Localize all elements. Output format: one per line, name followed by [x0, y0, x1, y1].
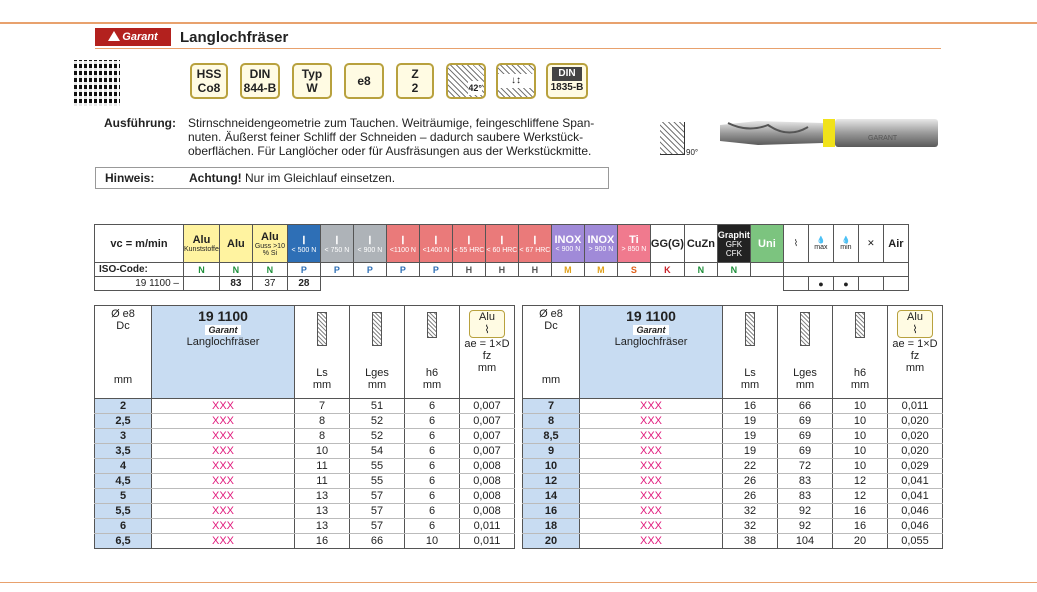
h6-icon: [855, 312, 865, 338]
h6-cell: 10: [833, 399, 888, 414]
h6-cell: 20: [833, 534, 888, 549]
bottom-rule: [0, 582, 1037, 583]
badge-tolerance: e8: [344, 63, 384, 99]
diameter-cell: 14: [523, 489, 580, 504]
val-0: [184, 277, 220, 291]
article-cell[interactable]: XXX: [152, 489, 295, 504]
left-size-table: Ø e8 Dc mm 19 1100 Garant Langlochfräser Ls mm Lges mm h6 mm Alu ⌇ ae = 1×D fz mm 2 XXX 7 51 6 0,007 2,5 XXX 8 52 6 0,007 3 XXX 8 52 6 0,007 3,5 XXX 10 54 6 0,007 4 XXX 11 55 6 0,008 4,5 XXX 11 55 6 0,008 5 XXX 13 57 6 0,008 5,5 XXX 13 57 6 0,008 6 XXX 13 57 6 0,011 6,5 XXX 16 66 10 0,011: [94, 305, 515, 549]
mat-col-6: Ⅰ <1100 N: [386, 225, 419, 263]
iso-8: H: [452, 263, 485, 277]
badge-din: DIN 844-B: [240, 63, 280, 99]
val-blank: [320, 277, 783, 291]
ls-cell: 26: [723, 489, 778, 504]
lges-cell: 69: [778, 444, 833, 459]
mat-col-8: Ⅰ < 55 HRC: [452, 225, 485, 263]
dot-0: [783, 277, 808, 291]
fz-cell: 0,046: [888, 504, 943, 519]
mat-col-5: Ⅰ < 900 N: [353, 225, 386, 263]
dot-4: [883, 277, 908, 291]
diameter-cell: 8,5: [523, 429, 580, 444]
badge-shank-din: DIN 1835-B: [546, 63, 588, 99]
fz-cell: 0,008: [460, 459, 515, 474]
table-row: [523, 414, 943, 429]
val-2: 37: [252, 277, 287, 291]
article-cell[interactable]: XXX: [580, 429, 723, 444]
fz-cell: 0,041: [888, 474, 943, 489]
badge-flutes: Z 2: [396, 63, 434, 99]
dot-2: ●: [833, 277, 858, 291]
badge-material: HSS Co8: [190, 63, 228, 99]
article-cell[interactable]: XXX: [580, 489, 723, 504]
iso-9: H: [485, 263, 518, 277]
iso-1: N: [219, 263, 252, 277]
h6-cell: 6: [405, 504, 460, 519]
table-row: [95, 519, 515, 534]
fz-cell: 0,011: [460, 519, 515, 534]
val-3: 28: [287, 277, 320, 291]
ls-cell: 11: [295, 474, 350, 489]
garant-logo: [95, 28, 171, 46]
article-cell[interactable]: XXX: [580, 414, 723, 429]
ls-cell: 8: [295, 414, 350, 429]
dot-3: [858, 277, 883, 291]
lges-cell: 55: [350, 474, 405, 489]
dot-1: ●: [808, 277, 833, 291]
ls-cell: 38: [723, 534, 778, 549]
iso-4: P: [320, 263, 353, 277]
h6-cell: 12: [833, 474, 888, 489]
mat-col-0: Alu Kunststoffe: [184, 225, 220, 263]
ls-cell: 16: [723, 399, 778, 414]
end-mill-image: [718, 113, 940, 153]
mat-col-2: Alu Guss >10 % Si: [252, 225, 287, 263]
table-row: [523, 489, 943, 504]
table-row: [95, 414, 515, 429]
ls-cell: 19: [723, 429, 778, 444]
iso-17: [750, 263, 783, 277]
mat-col-1: Alu: [219, 225, 252, 263]
article-cell[interactable]: XXX: [152, 444, 295, 459]
ls-cell: 8: [295, 429, 350, 444]
h6-cell: 6: [405, 474, 460, 489]
ls-cell: 19: [723, 444, 778, 459]
ls-cell: 16: [295, 534, 350, 549]
fz-cell: 0,029: [888, 459, 943, 474]
fz-cell: 0,008: [460, 504, 515, 519]
fz-cell: 0,008: [460, 489, 515, 504]
diameter-cell: 6: [95, 519, 152, 534]
angle-label: 90°: [686, 148, 699, 157]
diameter-cell: 16: [523, 504, 580, 519]
table-row: [523, 444, 943, 459]
iso-14: K: [650, 263, 684, 277]
table-row: [95, 489, 515, 504]
angle-icon: [660, 122, 685, 155]
h6-cell: 16: [833, 504, 888, 519]
lges-cell: 57: [350, 489, 405, 504]
article-cell[interactable]: XXX: [152, 474, 295, 489]
fz-cell: 0,007: [460, 414, 515, 429]
coolant-air: Air: [883, 225, 908, 263]
lges-cell: 66: [778, 399, 833, 414]
article-cell[interactable]: XXX: [152, 414, 295, 429]
hinweis-text: Nur im Gleichlauf einsetzen.: [241, 171, 396, 185]
table-row: [523, 504, 943, 519]
material-table: [94, 224, 909, 291]
page-title: Langlochfräser: [180, 29, 289, 46]
badge-type: Typ W: [292, 63, 332, 99]
right-size-table: Ø e8 Dc mm 19 1100 Garant Langlochfräser Ls mm Lges mm h6 mm Alu ⌇ ae = 1×D fz mm 7 XXX 16 66 10 0,011 8 XXX 19 69 10 0,020 8,5 XXX 19 69 10 0,020 9 XXX 19 69 10 0,020 10 XXX 22 72 10 0,029 12 XXX 26 83 12 0,041 14 XXX 26 83 12 0,041 16 XXX 32 92 16 0,046 18 XXX 32 92 16 0,046 20 XXX 38 104 20 0,055: [522, 305, 943, 549]
iso-11: M: [551, 263, 584, 277]
article-cell[interactable]: XXX: [152, 534, 295, 549]
table-row: [523, 474, 943, 489]
lges-cell: 51: [350, 399, 405, 414]
fz-cell: 0,055: [888, 534, 943, 549]
mat-col-9: Ⅰ < 60 HRC: [485, 225, 518, 263]
ls-cell: 7: [295, 399, 350, 414]
h6-cell: 12: [833, 489, 888, 504]
diameter-cell: 12: [523, 474, 580, 489]
diameter-cell: 10: [523, 459, 580, 474]
diameter-cell: 8: [523, 414, 580, 429]
lges-icon: [372, 312, 382, 346]
diameter-cell: 20: [523, 534, 580, 549]
svg-text:GARANT: GARANT: [868, 135, 898, 142]
iso-13: S: [617, 263, 650, 277]
lges-cell: 52: [350, 429, 405, 444]
iso-0: N: [184, 263, 220, 277]
h6-cell: 10: [833, 414, 888, 429]
lges-cell: 55: [350, 459, 405, 474]
article-cell[interactable]: XXX: [580, 399, 723, 414]
mat-col-7: Ⅰ <1400 N: [419, 225, 452, 263]
lges-cell: 57: [350, 519, 405, 534]
iso-6: P: [386, 263, 419, 277]
mat-col-13: Ti > 850 N: [617, 225, 650, 263]
table-row: [523, 519, 943, 534]
lges-cell: 104: [778, 534, 833, 549]
article-cell[interactable]: XXX: [152, 429, 295, 444]
coolant-min: 💧 min: [833, 225, 858, 263]
diameter-cell: 6,5: [95, 534, 152, 549]
ls-cell: 10: [295, 444, 350, 459]
fz-cell: 0,007: [460, 399, 515, 414]
mat-col-11: INOX < 900 N: [551, 225, 584, 263]
table-row: [95, 534, 515, 549]
ausfuehrung-text: Stirnschneidengeometrie zum Tauchen. Weiträumige, feingeschliffene Span- nuten. Äußerst feiner Schliff der Schneiden – dadurch saubere Werkstück- oberflächen. Für Langlöcher oder für Ausfräsungen aus der Werkstückmitte.: [188, 116, 595, 158]
vc-label: vc = m/min: [95, 225, 184, 263]
lges-cell: 69: [778, 414, 833, 429]
h6-cell: 6: [405, 414, 460, 429]
logo-triangle-icon: [108, 31, 120, 41]
ls-cell: 13: [295, 504, 350, 519]
lges-cell: 66: [350, 534, 405, 549]
diameter-cell: 2: [95, 399, 152, 414]
lges-cell: 57: [350, 504, 405, 519]
h6-cell: 6: [405, 459, 460, 474]
fz-cell: 0,007: [460, 444, 515, 459]
table-row: [95, 474, 515, 489]
lges-icon: [800, 312, 810, 346]
h6-cell: 10: [405, 534, 460, 549]
article-cell[interactable]: XXX: [580, 534, 723, 549]
table-row: [523, 399, 943, 414]
lges-cell: 83: [778, 489, 833, 504]
article-cell[interactable]: XXX: [580, 519, 723, 534]
table-row: [95, 399, 515, 414]
coolant-max: 💧 max: [808, 225, 833, 263]
diameter-cell: 4: [95, 459, 152, 474]
ls-cell: 13: [295, 489, 350, 504]
iso-label: ISO-Code:: [95, 263, 184, 277]
lges-cell: 92: [778, 504, 833, 519]
table-row: [523, 459, 943, 474]
article-cell[interactable]: XXX: [152, 504, 295, 519]
val-1: 83: [219, 277, 252, 291]
h6-cell: 6: [405, 429, 460, 444]
fz-cell: 0,011: [460, 534, 515, 549]
fz-cell: 0,011: [888, 399, 943, 414]
fz-cell: 0,041: [888, 489, 943, 504]
h6-cell: 10: [833, 429, 888, 444]
ls-cell: 32: [723, 519, 778, 534]
lges-cell: 54: [350, 444, 405, 459]
ls-cell: 32: [723, 504, 778, 519]
iso-7: P: [419, 263, 452, 277]
fz-cell: 0,046: [888, 519, 943, 534]
article-cell[interactable]: XXX: [580, 504, 723, 519]
qr-code-icon[interactable]: [74, 60, 120, 106]
diameter-cell: 2,5: [95, 414, 152, 429]
ls-cell: 13: [295, 519, 350, 534]
article-cell[interactable]: XXX: [580, 459, 723, 474]
diameter-cell: 3: [95, 429, 152, 444]
h6-cell: 6: [405, 489, 460, 504]
ausfuehrung-label: Ausführung:: [104, 116, 176, 130]
fz-cell: 0,020: [888, 444, 943, 459]
table-row: [523, 429, 943, 444]
diameter-cell: 7: [523, 399, 580, 414]
badge-plunge-icon: ↓↕: [496, 63, 536, 99]
fz-cell: 0,007: [460, 429, 515, 444]
lges-cell: 92: [778, 519, 833, 534]
fz-cell: 0,020: [888, 414, 943, 429]
article-cell[interactable]: XXX: [152, 459, 295, 474]
article-cell[interactable]: XXX: [580, 474, 723, 489]
mat-col-12: INOX > 900 N: [584, 225, 617, 263]
mat-col-14: GG(G): [650, 225, 684, 263]
article-cell[interactable]: XXX: [152, 519, 295, 534]
h6-icon: [427, 312, 437, 338]
top-rule: [0, 22, 1037, 24]
diameter-cell: 4,5: [95, 474, 152, 489]
lges-cell: 83: [778, 474, 833, 489]
hinweis-label: Hinweis:: [105, 171, 155, 185]
ls-cell: 22: [723, 459, 778, 474]
art-label: 19 1100 –: [95, 277, 184, 291]
hinweis-box: [95, 167, 609, 189]
mat-col-16: Graphit GFK CFK: [717, 225, 750, 263]
lges-cell: 69: [778, 429, 833, 444]
diameter-cell: 3,5: [95, 444, 152, 459]
table-row: [95, 429, 515, 444]
coolant-dry-icon: ⌇: [783, 225, 808, 263]
lges-cell: 52: [350, 414, 405, 429]
mat-col-15: CuZn: [684, 225, 717, 263]
logo-text: Garant: [122, 31, 158, 43]
h6-cell: 16: [833, 519, 888, 534]
ls-cell: 11: [295, 459, 350, 474]
mat-col-17: Uni: [750, 225, 783, 263]
iso-3: P: [287, 263, 320, 277]
mat-col-4: Ⅰ < 750 N: [320, 225, 353, 263]
ls-icon: [317, 312, 327, 346]
diameter-cell: 5,5: [95, 504, 152, 519]
title-rule: [95, 48, 941, 49]
iso-10: H: [518, 263, 551, 277]
iso-15: N: [684, 263, 717, 277]
article-cell[interactable]: XXX: [152, 399, 295, 414]
mat-col-3: Ⅰ < 500 N: [287, 225, 320, 263]
ls-icon: [745, 312, 755, 346]
iso-coolant-blank: [783, 263, 908, 277]
lges-cell: 72: [778, 459, 833, 474]
coolant-none-icon: ✕: [858, 225, 883, 263]
h6-cell: 10: [833, 459, 888, 474]
table-row: [95, 504, 515, 519]
fz-cell: 0,020: [888, 429, 943, 444]
ls-cell: 19: [723, 414, 778, 429]
iso-5: P: [353, 263, 386, 277]
hinweis-bold: Achtung!: [189, 171, 242, 185]
table-row: [523, 534, 943, 549]
h6-cell: 10: [833, 444, 888, 459]
iso-2: N: [252, 263, 287, 277]
diameter-cell: 9: [523, 444, 580, 459]
ls-cell: 26: [723, 474, 778, 489]
diameter-cell: 5: [95, 489, 152, 504]
fz-cell: 0,008: [460, 474, 515, 489]
mat-col-10: Ⅰ < 67 HRC: [518, 225, 551, 263]
iso-16: N: [717, 263, 750, 277]
diameter-cell: 18: [523, 519, 580, 534]
h6-cell: 6: [405, 399, 460, 414]
h6-cell: 6: [405, 444, 460, 459]
article-cell[interactable]: XXX: [580, 444, 723, 459]
table-row: [95, 444, 515, 459]
table-row: [95, 459, 515, 474]
h6-cell: 6: [405, 519, 460, 534]
iso-12: M: [584, 263, 617, 277]
badge-helix-angle: 42°: [446, 63, 486, 99]
